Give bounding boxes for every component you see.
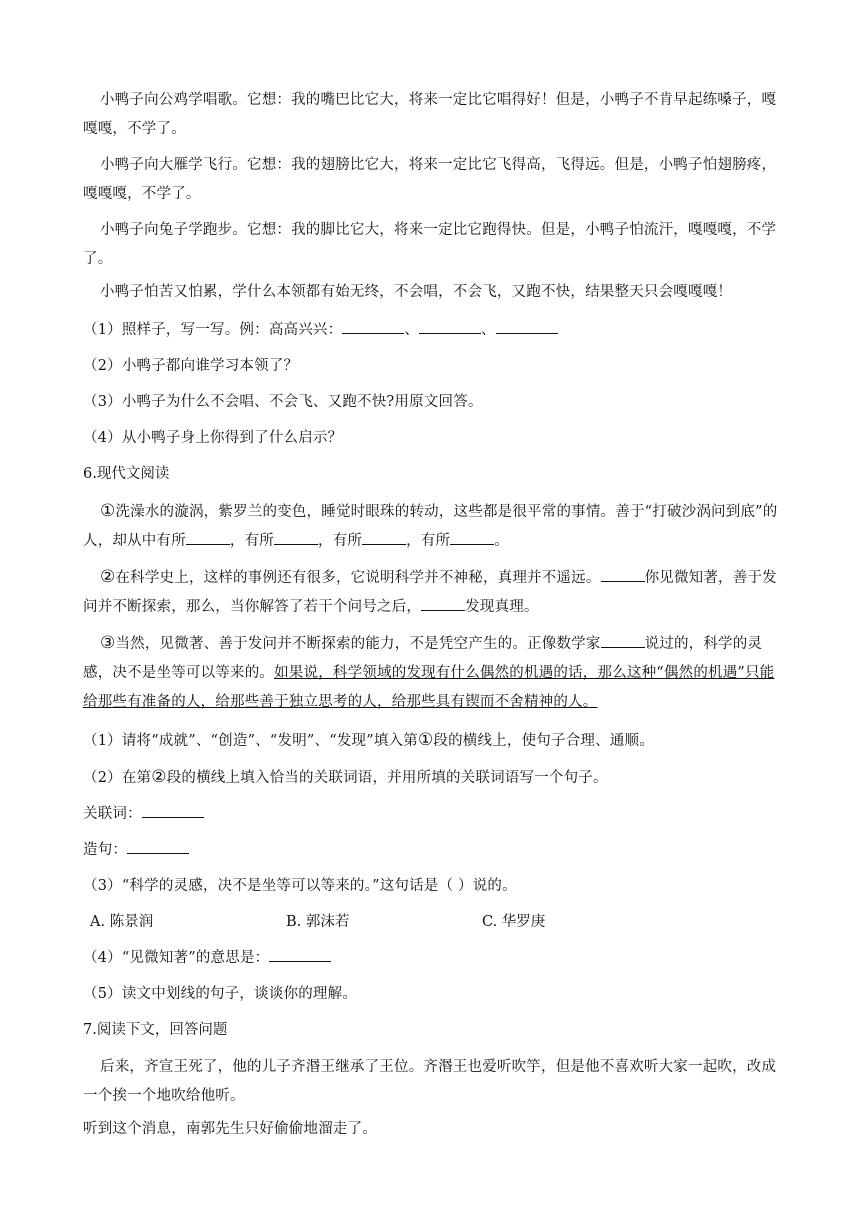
option-b[interactable]: B. 郭沫若 xyxy=(286,914,350,930)
question-text: 段的横线上填入恰当的关联词语，并用所填的关联词语写一个句子。 xyxy=(166,770,608,786)
conjunction-answer-line xyxy=(83,803,780,825)
section-6-heading: 6.现代文阅读 xyxy=(83,466,170,482)
paragraph-text: ，有所 xyxy=(229,533,275,549)
circled-number-2: ② xyxy=(151,767,167,787)
question-text: （4）“见微知著”的意思是： xyxy=(83,950,270,966)
section6-paragraph-1 xyxy=(83,497,780,556)
document-page xyxy=(83,86,780,1154)
section6-question-4 xyxy=(83,947,780,969)
question-text: 段的横线上，使句子合理、通顺。 xyxy=(433,733,654,749)
conjunction-blank[interactable] xyxy=(142,803,204,818)
circled-number-2: ② xyxy=(100,567,116,587)
separator: 、 xyxy=(481,322,496,338)
passage5-question-1 xyxy=(83,319,780,341)
section-7-heading: 7.阅读下文，回答问题 xyxy=(83,1022,228,1038)
answer-options xyxy=(90,911,780,933)
sentence-label: 造句： xyxy=(83,842,128,858)
passage5-paragraph-3: 小鸭子向兔子学跑步。它想：我的脚比它大，将来一定比它跑得快。但是，小鸭子怕流汗，嘎嘎嘎，不学了。 xyxy=(83,222,777,267)
answer-blank-2[interactable] xyxy=(419,319,481,334)
passage5-paragraph-2: 小鸭子向大雁学飞行。它想：我的翅膀比它大，将来一定比它飞得高，飞得远。但是，小鸭子怕翅膀疼，嘎嘎嘎，不学了。 xyxy=(83,157,777,202)
option-a[interactable]: A. 陈景润 xyxy=(90,914,154,930)
answer-blank-1[interactable] xyxy=(342,319,404,334)
section6-paragraph-2 xyxy=(83,563,780,622)
passage5-question-3: （3）小鸭子为什么不会唱、不会飞、又跑不快?用原文回答。 xyxy=(83,394,483,410)
separator: 、 xyxy=(404,322,420,338)
fill-blank[interactable] xyxy=(601,633,645,648)
fill-blank[interactable] xyxy=(421,596,465,611)
fill-blank[interactable] xyxy=(601,567,645,582)
meaning-blank[interactable] xyxy=(269,947,331,962)
paragraph-text: 发现真理。 xyxy=(465,599,539,615)
circled-number-3: ③ xyxy=(100,633,116,653)
conjunction-label: 关联词： xyxy=(83,806,142,822)
section6-question-5: （5）读文中划线的句子，谈谈你的理解。 xyxy=(83,986,358,1002)
section6-question-1 xyxy=(83,729,780,752)
fill-blank[interactable] xyxy=(274,530,318,545)
passage5-paragraph-1: 小鸭子向公鸡学唱歌。它想：我的嘴巴比它大，将来一定比它唱得好！但是，小鸭子不肯早起练嗓子，嘎嘎嘎，不学了。 xyxy=(83,92,777,137)
question-1-text: （1）照样子，写一写。例：高高兴兴： xyxy=(83,322,343,338)
answer-blank-3[interactable] xyxy=(496,319,558,334)
section7-paragraph-1: 后来，齐宣王死了，他的儿子齐湣王继承了王位。齐湣王也爱听吹竽，但是他不喜欢听大家一起吹，改成一个挨一个地吹给他听。 xyxy=(83,1059,777,1104)
paragraph-text: ，有所 xyxy=(406,533,451,549)
section6-paragraph-3 xyxy=(83,629,780,717)
fill-blank[interactable] xyxy=(186,530,230,545)
circled-number-1: ① xyxy=(417,730,434,750)
option-c[interactable]: C. 华罗庚 xyxy=(482,914,546,930)
sentence-blank[interactable] xyxy=(127,839,189,854)
passage5-question-2: （2）小鸭子都向谁学习本领了？ xyxy=(83,358,299,374)
paragraph-text: ，有所 xyxy=(318,533,363,549)
paragraph-text: 在科学史上，这样的事例还有很多，它说明科学并不神秘，真理并不遥远。 xyxy=(115,570,601,586)
section7-paragraph-2: 听到这个消息，南郭先生只好偷偷地溜走了。 xyxy=(83,1121,377,1137)
question-text: （1）请将“成就”、“创造”、“发明”、“发现”填入第 xyxy=(83,733,418,749)
passage5-question-4: （4）从小鸭子身上你得到了什么启示？ xyxy=(83,430,343,446)
paragraph-text: 当然，见微著、善于发问并不断探索的能力，不是凭空产生的。正像数学家 xyxy=(115,636,601,652)
fill-blank[interactable] xyxy=(362,530,406,545)
paragraph-text: 说过的，科学的灵感，决不是坐等可以等来的。 xyxy=(83,636,763,681)
paragraph-text: 洗澡水的漩涡，紫罗兰的变色，睡觉时眼珠的转动，这些都是很平常的事情。善于“打破沙涡问到底”的人，却从中有所 xyxy=(83,504,778,549)
circled-number-1: ① xyxy=(100,501,116,521)
sentence-answer-line xyxy=(83,839,780,861)
question-text: （2）在第 xyxy=(83,770,152,786)
paragraph-text: 。 xyxy=(494,533,509,549)
section6-question-2 xyxy=(83,766,780,789)
underlined-sentence: 如果说，科学领域的发现有什么偶然的机遇的话，那么这种“偶然的机遇”只能给那些有准备的人，给那些善于独立思考的人，给那些具有锲而不舍精神的人。 xyxy=(83,665,775,710)
passage5-paragraph-4: 小鸭子怕苦又怕累，学什么本领都有始无终，不会唱，不会飞，又跑不快，结果整天只会嘎嘎嘎！ xyxy=(100,284,733,300)
fill-blank[interactable] xyxy=(450,530,494,545)
section6-question-3: （3）“科学的灵感，决不是坐等可以等来的。”这句话是（ ）说的。 xyxy=(83,878,517,894)
paragraph-text: 你见微知著，善于发问并不断探索，那么，当你解答了若干个问号之后， xyxy=(83,570,777,615)
